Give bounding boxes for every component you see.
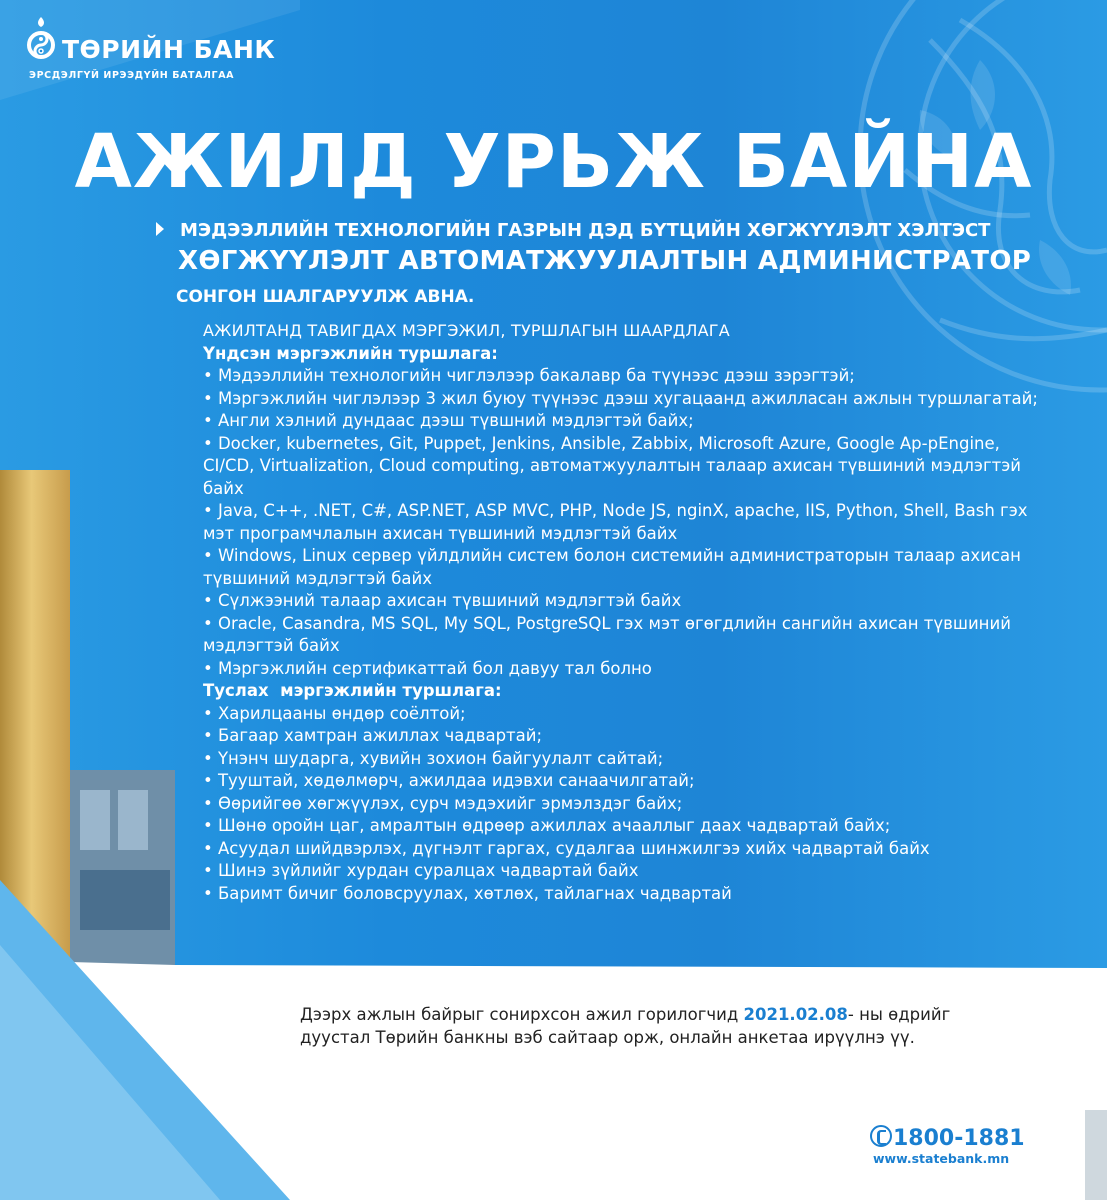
bank-name: ТӨРИЙН БАНК [62,35,276,64]
soyombo-logo-icon [26,15,56,63]
department-subhead: МЭДЭЭЛЛИЙН ТЕХНОЛОГИЙН ГАЗРЫН ДЭД БҮТЦИЙН ХӨГЖҮҮЛЭЛТ ХЭЛТЭСТ [180,220,991,241]
list-item: • Windows, Linux сервер үйлдлийн систем болон системийн администраторын талаар ахисан түвшиний мэдлэгтэй байх [203,546,1021,588]
notice-text-end: - ны өдрийг дуустал Төрийн банкны вэб сайтаар орж, онлайн анкетаа ирүүлнэ үү. [300,1005,951,1047]
bank-tagline: ЭРСДЭЛГҮЙ ИРЭЭДҮЙН БАТАЛГАА [29,70,235,81]
list-item: • Мэргэжлийн чиглэлээр 3 жил буюу түүнээс дээш хугацаанд ажилласан ажлын туршлагатай; [203,388,1038,408]
arrow-right-icon [156,222,164,236]
list-item: • Мэдээллийн технологийн чиглэлээр бакалавр ба түүнээс дээш зэрэгтэй; [203,366,855,385]
phone-label: 1800-1881 [893,1126,1025,1151]
aux-experience-title: Туслах мэргэжлийн туршлага: [203,681,502,700]
website-link[interactable]: www.statebank.mn [873,1151,1010,1166]
page-title: АЖИЛД УРЬЖ БАЙНА [74,119,1033,205]
position-title: ХӨГЖҮҮЛЭЛТ АВТОМАТЖУУЛАЛТЫН АДМИНИСТРАТОР [178,246,1032,276]
list-item: • Java, C++, .NET, C#, ASP.NET, ASP MVC, PHP, Node JS, nginX, apache, IIS, Python, Shell, Bash гэх мэт програмчлалын ахисан түвшиний мэдлэгтэй байх [203,501,1028,543]
list-item: • Багаар хамтран ажиллах чадвартай; [203,726,543,745]
main-requirements-list [203,365,1043,680]
list-item: • Англи хэлний дундаас дээш түвшний мэдлэгтэй байх; [203,411,694,430]
list-item: • Өөрийгөө хөгжүүлэх, сурч мэдэхийг эрмэлздэг байх; [203,793,683,813]
list-item: • Сүлжээний талаар ахисан түвшиний мэдлэгтэй байх [203,591,682,610]
phone-number[interactable] [870,1125,1025,1151]
application-notice [300,1003,960,1049]
aux-requirements-list [203,703,1043,906]
list-item: • Oracle, Casandra, MS SQL, My SQL, PostgreSQL гэх мэт өгөгдлийн сангийн ахисан түвшиний мэдлэгтэй байх [203,613,1011,655]
list-item: • Харилцааны өндөр соёлтой; [203,703,466,723]
phone-circle-icon [870,1125,892,1147]
list-item: • Docker, kubernetes, Git, Puppet, Jenkins, Ansible, Zabbix, Microsoft Azure, Google Ap-pEngine, CI/CD, Virtualization, Cloud computing, автоматжуулалтын талаар ахисан түвшиний мэдлэгтэй байх [203,433,1022,498]
list-item: • Шинэ зүйлийг хурдан суралцах чадвартай байх [203,861,639,880]
main-experience-title: Үндсэн мэргэжлийн туршлага: [203,343,498,363]
bank-logo[interactable] [26,15,276,85]
list-item: • Мэргэжлийн сертификаттай бол давуу тал болно [203,658,652,678]
list-item: • Шөнө оройн цаг, амралтын өдрөөр ажиллах ачааллыг даах чадвартай байх; [203,816,891,835]
list-item: • Тууштай, хөдөлмөрч, ажилдаа идэвхи санаачилгатай; [203,771,695,790]
requirements-heading: АЖИЛТАНД ТАВИГДАХ МЭРГЭЖИЛ, ТУРШЛАГЫН ШААРДЛАГА [203,321,730,340]
requirements-section [203,320,1043,905]
list-item: • Асуудал шийдвэрлэх, дүгнэлт гаргах, судалгаа шинжилгээ хийх чадвартай байх [203,838,930,858]
list-item: • Үнэнч шударга, хувийн зохион байгуулалт сайтай; [203,748,664,768]
notice-text-start: Дээрх ажлын байрыг сонирхсон ажил горилогчид [300,1005,744,1024]
deadline-date: 2021.02.08 [743,1005,848,1024]
selection-subhead: СОНГОН ШАЛГАРУУЛЖ АВНА. [176,287,475,307]
list-item: • Баримт бичиг боловсруулах, хөтлөх, тайлагнах чадвартай [203,883,732,903]
